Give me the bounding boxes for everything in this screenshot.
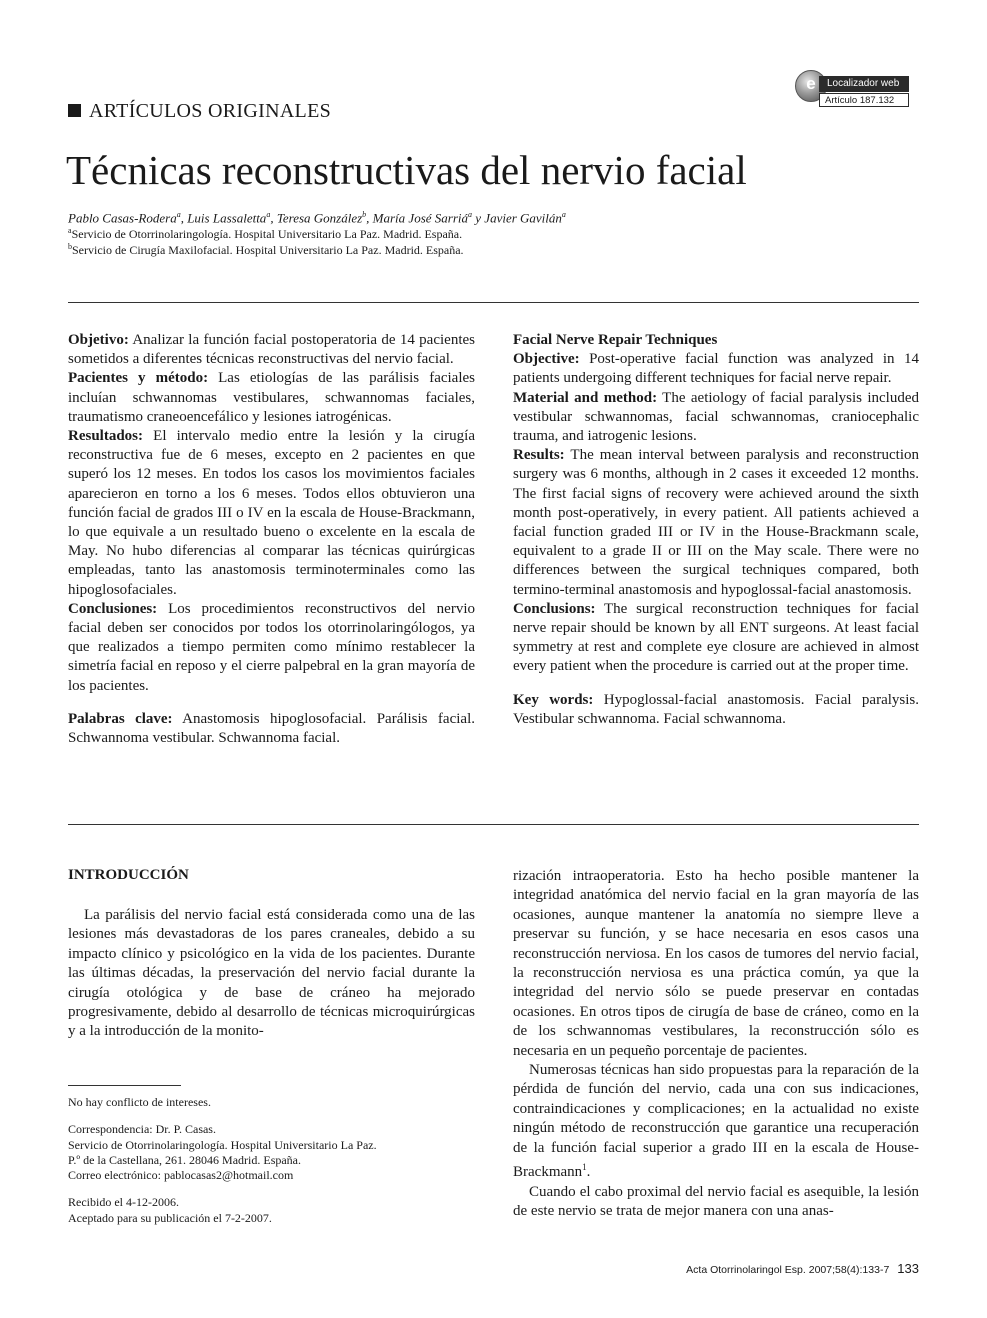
author-affiliation-mark: b (362, 210, 367, 219)
section-label: ARTÍCULOS ORIGINALES (68, 100, 331, 123)
abstract-en-conclusions: Conclusions: The surgical reconstruction techniques for facial nerve repair should be known by all ENT surgeons. At least facial symmetry at rest and complete eye closure are achieved in almost every patient when the procedure is carried out at the proper time. (513, 600, 919, 675)
locator-article: Artículo 187.132 (819, 93, 909, 107)
author-affiliation-mark: a (561, 210, 566, 219)
page-number: 133 (897, 1261, 919, 1276)
intro-paragraph-1: La parálisis del nervio facial está considerada como una de las lesiones más devastadoras de los pares craneales, debido a su impacto clínico y psicológico en la vida de los pacientes. Durante las últimas décadas, la preservación del nervio facial durante la cirugía otológica y de base de cráneo ha mejorado progresivamente, debido al desarrollo de técnicas microquirúrgicas y a la introducción de la monito- (68, 907, 475, 1040)
divider-middle (68, 824, 919, 825)
author-list (68, 210, 566, 226)
affiliation-b: $^b$Servicio de Cirugía Maxilofacial. Hospital Universitario La Paz. Madrid. España. (68, 242, 464, 257)
author-affiliation-mark: a (176, 210, 181, 219)
e-logo-icon: e (795, 70, 827, 102)
author-name: Teresa González (276, 210, 363, 226)
affiliation-a: $^a$Servicio de Otorrinolaringología. Hospital Universitario La Paz. Madrid. España. (68, 226, 463, 241)
author-name: Pablo Casas-Rodera (68, 210, 177, 226)
square-bullet-icon (68, 104, 81, 117)
correspondence: Correspondencia: Dr. P. Casas. (68, 1122, 216, 1137)
email: Correo electrónico: pablocasas2@hotmail.com (68, 1168, 294, 1183)
author-separator: y (472, 210, 485, 226)
author-affiliation-mark: a (468, 210, 473, 219)
article-title: Técnicas reconstructivas del nervio facial (66, 147, 747, 193)
intro-paragraph-2: rización intraoperatoria. Esto ha hecho posible mantener la integridad anatómica del nervio facial en la gran mayoría de las ocasiones, aunque mantener la anatomía no siempre lleve a preservar su función, y se hace necesaria en esos casos una reconstrucción nerviosa. En los casos de tumores del nervio facial, la reconstrucción nerviosa es una práctica común, ya que la integridad del nervio sólo se puede preservar en contadas ocasiones. En otros tipos de cirugía de base de cráneo, como en la de los schwannomas vestibulares, la reconstrucción sólo es necesaria en un pequeño porcentaje de pacientes. (513, 868, 919, 1059)
accepted-date: Aceptado para su publicación el 7-2-2007. (68, 1210, 272, 1225)
page-footer (686, 1261, 919, 1276)
author-name: María José Sarriá (372, 210, 469, 226)
intro-paragraph-4: Cuando el cabo proximal del nervio facial es asequible, la lesión de este nervio se trata de mejor manera con una anas- (513, 1183, 919, 1219)
abstract-en-objective: Objective: Post-operative facial function was analyzed in 14 patients undergoing different techniques for facial nerve repair. (513, 351, 919, 387)
abstract-es (68, 331, 475, 748)
web-locator-badge (795, 70, 910, 108)
author-name: Javier Gavilán (484, 210, 562, 226)
intro-paragraph-3: Numerosas técnicas han sido propuestas para la reparación de la pérdida de función del nervio, cada una con sus indicaciones, contraindicaciones y complicaciones; en la actualidad no existe ningún método de reconstrucción que garantice una recuperación de la función facial superior a grado III en la escala de House-Brackmann$^1$. (513, 1062, 919, 1181)
journal-citation: Acta Otorrinolaringol Esp. 2007;58(4):133-7 (686, 1264, 890, 1276)
intro-heading: INTRODUCCIÓN (68, 867, 189, 883)
abstract-en-title: Facial Nerve Repair Techniques (513, 332, 718, 348)
keywords-es: Palabras clave: Anastomosis hipoglosofacial. Parálisis facial. Schwannoma vestibular. Schwannoma facial. (68, 710, 475, 747)
author-separator: , (270, 210, 277, 226)
address-line-2: P.º de la Castellana, 261. 28046 Madrid. España. (68, 1152, 302, 1167)
abstract-es-conclusions: Conclusiones: Los procedimientos reconstructivos del nervio facial deben ser conocidos por todos los otorrinolaringólogos, ya que realizados a tiempo permiten como mínimo restablecer la simetría facial en reposo y el cierre palpebral en la gran mayoría de los pacientes. (68, 600, 475, 694)
address-line-1: Servicio de Otorrinolaringología. Hospital Universitario La Paz. (68, 1137, 377, 1152)
intro-right-column (513, 867, 919, 1221)
divider-top (68, 302, 919, 303)
conflict-note: No hay conflicto de intereses. (68, 1095, 211, 1109)
author-separator: , (366, 210, 373, 226)
author-separator: , (180, 210, 188, 226)
abstract-en (513, 331, 919, 729)
author-affiliation-mark: a (266, 210, 271, 219)
abstract-es-objective: Objetivo: Analizar la función facial postoperatoria de 14 pacientes sometidos a diferentes técnicas reconstructivas del nervio facial. (68, 332, 475, 368)
intro-left-column (68, 906, 475, 1042)
abstract-es-results: Resultados: El intervalo medio entre la lesión y la cirugía reconstructiva fue de 6 meses, excepto en 2 pacientes en que superó los 12 meses. En todos los casos los movimientos faciales aparecieron en torno a los 6 meses. Todos ellos obtuvieron una función facial de grados III o IV en la escala de House-Brackmann, lo que equivale a un resultado bueno o excelente en la escala de May. No hubo diferencias al comparar las técnicas quirúrgicas empleadas, tanto las anastomosis terminoterminales como las hipoglosofaciales. (68, 428, 475, 598)
footnotes (68, 1095, 377, 1226)
received-date: Recibido el 4-12-2006. (68, 1195, 179, 1210)
author-name: Luis Lassaletta (187, 210, 267, 226)
abstract-en-method: Material and method: The aetiology of facial paralysis included vestibular schwannomas, facial schwannomas, craniocephalic trauma, and iatrogenic lesions. (513, 389, 919, 445)
keywords-en: Key words: Hypoglossal-facial anastomosis. Facial paralysis. Vestibular schwannoma. Facial schwannoma. (513, 691, 919, 727)
footnote-rule (68, 1085, 181, 1086)
abstract-es-method: Pacientes y método: Las etiologías de las parálisis faciales incluían schwannomas vestibulares, schwannomas faciales, traumatismo craneoencefálico y lesiones iatrogénicas. (68, 370, 475, 425)
abstract-en-results: Results: The mean interval between paralysis and reconstruction surgery was 6 months, although in 2 cases it exceeded 12 months. The first facial signs of recovery were achieved around the sixth month post-operatively, in every patient. All patients achieved a facial function graded III or IV in the House-Brackmann scale, equivalent to a grade II or III on the May scale. There were no differences between the surgical techniques compared, both termino-terminal anastomosis and hypoglossal-facial anastomosis. (513, 447, 919, 598)
locator-label: Localizador web (819, 76, 909, 92)
